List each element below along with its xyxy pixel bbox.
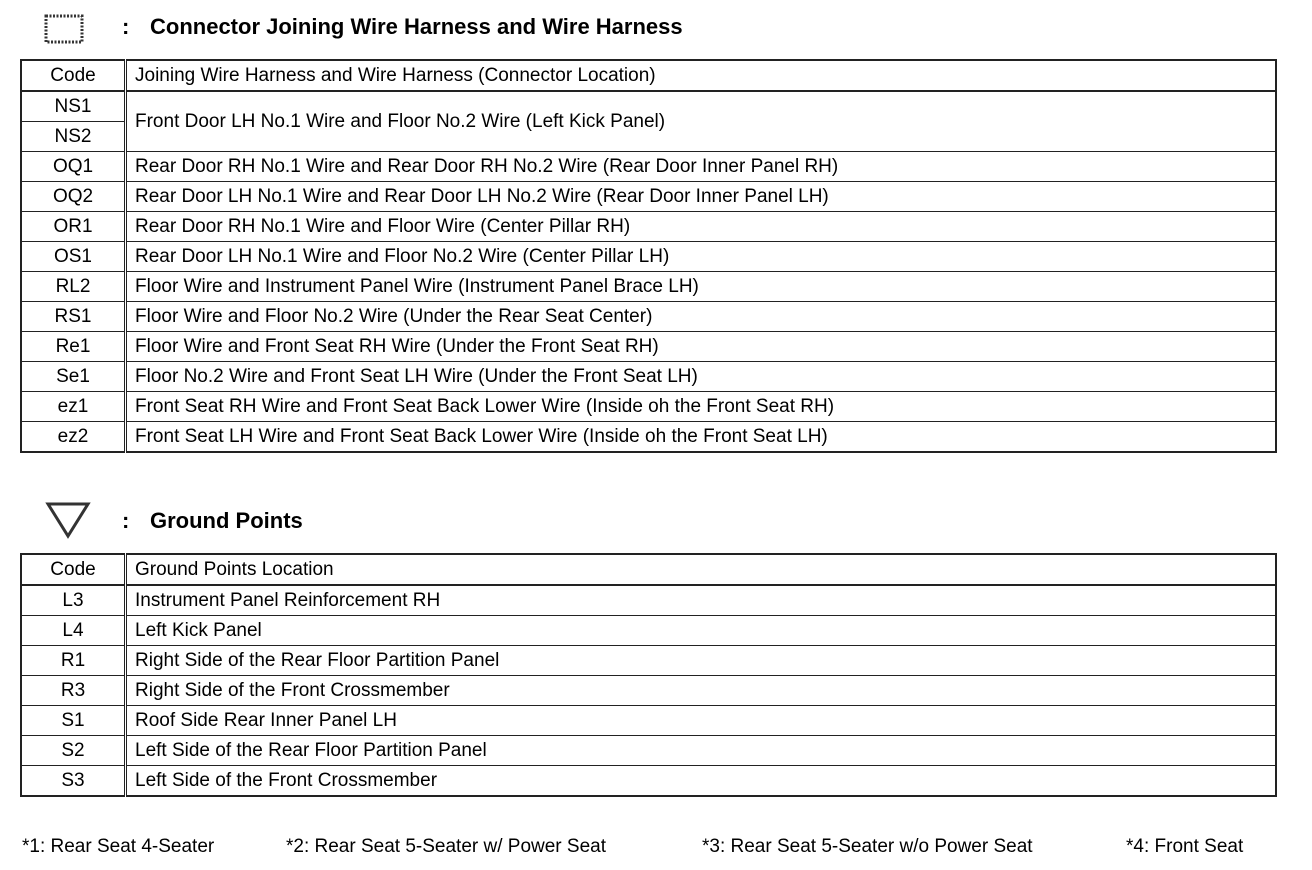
row-description: Rear Door LH No.1 Wire and Floor No.2 Wire (Center Pillar LH) xyxy=(126,242,1277,272)
ground-section-title: Ground Points xyxy=(150,508,303,533)
ground-triangle-icon xyxy=(44,500,92,545)
row-description: Rear Door RH No.1 Wire and Rear Door RH No.2 Wire (Rear Door Inner Panel RH) xyxy=(126,152,1277,182)
row-description: Roof Side Rear Inner Panel LH xyxy=(126,706,1277,736)
ground-section-colon: : xyxy=(122,508,130,533)
row-code: L3 xyxy=(21,585,126,616)
table-header-row xyxy=(21,554,1276,585)
ground-section-header xyxy=(0,500,1312,540)
table-row xyxy=(21,766,1276,797)
row-code: OS1 xyxy=(21,242,126,272)
table-row xyxy=(21,242,1276,272)
table-row xyxy=(21,91,1276,122)
row-code: RS1 xyxy=(21,302,126,332)
row-description: Floor Wire and Instrument Panel Wire (Instrument Panel Brace LH) xyxy=(126,272,1277,302)
row-code: Se1 xyxy=(21,362,126,392)
footnote-2: *2: Rear Seat 5-Seater w/ Power Seat xyxy=(286,836,606,857)
table-row xyxy=(21,392,1276,422)
row-description: Front Door LH No.1 Wire and Floor No.2 Wire (Left Kick Panel) xyxy=(126,91,1277,152)
row-code: RL2 xyxy=(21,272,126,302)
connector-section-header xyxy=(0,8,1312,48)
row-code: L4 xyxy=(21,616,126,646)
row-code: OQ2 xyxy=(21,182,126,212)
row-description: Front Seat RH Wire and Front Seat Back Lower Wire (Inside oh the Front Seat RH) xyxy=(126,392,1277,422)
footnote-1: *1: Rear Seat 4-Seater xyxy=(22,836,215,857)
row-code: S2 xyxy=(21,736,126,766)
row-code: S3 xyxy=(21,766,126,797)
row-description: Floor Wire and Floor No.2 Wire (Under the Rear Seat Center) xyxy=(126,302,1277,332)
table-row xyxy=(21,706,1276,736)
table-row xyxy=(21,272,1276,302)
row-description: Left Side of the Rear Floor Partition Panel xyxy=(126,736,1277,766)
ground-table xyxy=(20,553,1277,797)
table-row xyxy=(21,676,1276,706)
table-row xyxy=(21,212,1276,242)
description-header: Joining Wire Harness and Wire Harness (Connector Location) xyxy=(126,60,1277,91)
table-row xyxy=(21,332,1276,362)
row-description: Rear Door LH No.1 Wire and Rear Door LH No.2 Wire (Rear Door Inner Panel LH) xyxy=(126,182,1277,212)
table-row xyxy=(21,646,1276,676)
description-header: Ground Points Location xyxy=(126,554,1277,585)
row-code: ez2 xyxy=(21,422,126,453)
table-row xyxy=(21,422,1276,453)
row-code: NS1 xyxy=(21,91,126,122)
table-row xyxy=(21,362,1276,392)
table-row xyxy=(21,302,1276,332)
row-description: Instrument Panel Reinforcement RH xyxy=(126,585,1277,616)
footnotes xyxy=(22,836,1282,866)
table-row xyxy=(21,152,1276,182)
row-code: OQ1 xyxy=(21,152,126,182)
row-description: Rear Door RH No.1 Wire and Floor Wire (Center Pillar RH) xyxy=(126,212,1277,242)
code-header: Code xyxy=(21,554,126,585)
row-description: Floor Wire and Front Seat RH Wire (Under the Front Seat RH) xyxy=(126,332,1277,362)
code-header: Code xyxy=(21,60,126,91)
row-description: Left Side of the Front Crossmember xyxy=(126,766,1277,797)
row-description: Right Side of the Rear Floor Partition Panel xyxy=(126,646,1277,676)
table-header-row xyxy=(21,60,1276,91)
row-code: ez1 xyxy=(21,392,126,422)
row-code: OR1 xyxy=(21,212,126,242)
row-code: Re1 xyxy=(21,332,126,362)
row-description: Floor No.2 Wire and Front Seat LH Wire (Under the Front Seat LH) xyxy=(126,362,1277,392)
connector-section-colon: : xyxy=(122,14,130,39)
row-description: Left Kick Panel xyxy=(126,616,1277,646)
footnote-4: *4: Front Seat xyxy=(1126,836,1244,857)
connector-section-title: Connector Joining Wire Harness and Wire Harness xyxy=(150,14,683,39)
table-row xyxy=(21,616,1276,646)
connector-table xyxy=(20,59,1277,453)
footnote-3: *3: Rear Seat 5-Seater w/o Power Seat xyxy=(702,836,1033,857)
row-code: R3 xyxy=(21,676,126,706)
table-row xyxy=(21,585,1276,616)
row-code: NS2 xyxy=(21,122,126,152)
connector-square-icon xyxy=(44,14,84,49)
row-code: S1 xyxy=(21,706,126,736)
row-description: Front Seat LH Wire and Front Seat Back Lower Wire (Inside oh the Front Seat LH) xyxy=(126,422,1277,453)
table-row xyxy=(21,182,1276,212)
table-row xyxy=(21,736,1276,766)
row-code: R1 xyxy=(21,646,126,676)
row-description: Right Side of the Front Crossmember xyxy=(126,676,1277,706)
